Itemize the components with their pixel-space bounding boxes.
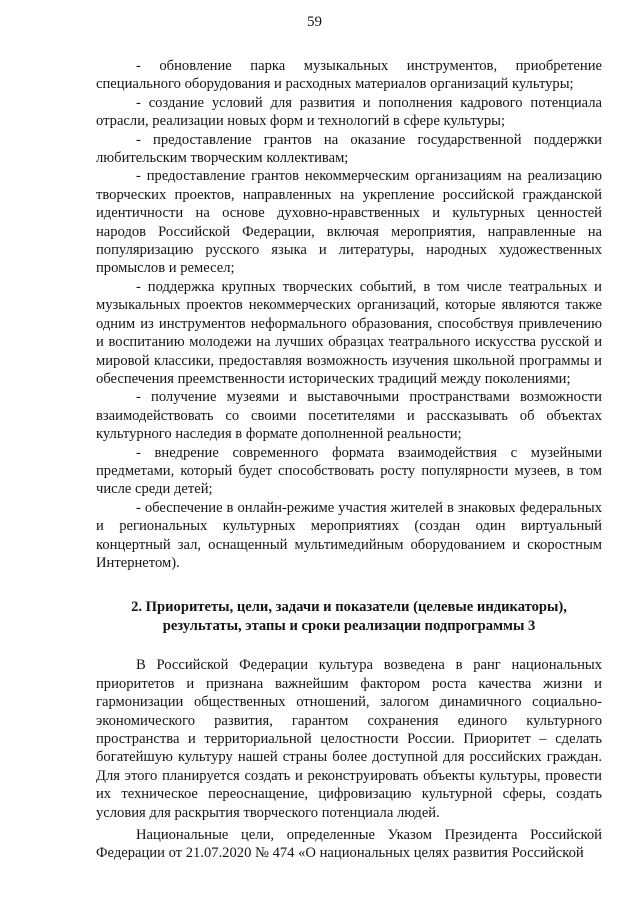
- bullet-item: - поддержка крупных творческих событий, в том числе театральных и музыкальных проектов некоммерческих организаций, которые являются также одним из инструментов неформального образования, способствуя привлечению и воспитанию молодежи на лучших образцах театрального искусства русской и мировой классики, предоставляя возможность изучения школьной программы и обеспечения преемственности исторических традиций между поколениями;: [96, 278, 602, 387]
- body-paragraph: Национальные цели, определенные Указом Президента Российской Федерации от 21.07.2020 № 474 «О национальных целях развития Российской: [96, 827, 602, 862]
- bullet-item: - внедрение современного формата взаимодействия с музейными предметами, который будет способствовать росту популярности музеев, в том числе среди детей;: [96, 444, 602, 498]
- bullet-item: - обеспечение в онлайн-режиме участия жителей в знаковых федеральных и региональных культурных мероприятиях (создан один виртуальный концертный зал, оснащенный мультимедийным оборудованием и скоростным Интернетом).: [96, 499, 602, 571]
- bullet-item: - создание условий для развития и пополнения кадрового потенциала отрасли, реализации новых форм и технологий в сфере культуры;: [96, 94, 602, 130]
- bullet-item: - обновление парка музыкальных инструментов, приобретение специального оборудования и расходных материалов организаций культуры;: [96, 58, 602, 93]
- bullet-item: - получение музеями и выставочными пространствами возможности взаимодействовать со своими посетителями и рассказывать об объектах культурного наследия в формате дополненной реальности;: [96, 389, 602, 443]
- page-number: 59: [307, 14, 322, 30]
- section-heading: 2. Приоритеты, цели, задачи и показатели (целевые индикаторы), результаты, этапы и сроки реализации подпрограммы 3: [131, 599, 567, 635]
- body-paragraph: В Российской Федерации культура возведена в ранг национальных приоритетов и признана важнейшим фактором роста качества жизни и гармонизации общественных отношений, залогом динамичного социально-экономического развития, гарантом сохранения единого культурного пространства и территориальной целостности России. Приоритет – сделать богатейшую культуру нашей страны более доступной для российских граждан. Для этого планируется создать и реконструировать объекты культуры, провести их техническое переоснащение, цифровизацию культурной сферы, создать условия для раскрытия творческого потенциала людей.: [96, 657, 602, 821]
- page-body: [96, 57, 602, 863]
- bullet-item: - предоставление грантов некоммерческим организациям на реализацию творческих проектов, направленных на укрепление российской гражданской идентичности на основе духовно-нравственных и культурных ценностей народов Российской Федерации, включая мероприятия, направленные на популяризацию русского языка и литературы, народных художественных промыслов и ремесел;: [96, 168, 602, 277]
- bullet-item: - предоставление грантов на оказание государственной поддержки любительским творческим коллективам;: [96, 131, 602, 167]
